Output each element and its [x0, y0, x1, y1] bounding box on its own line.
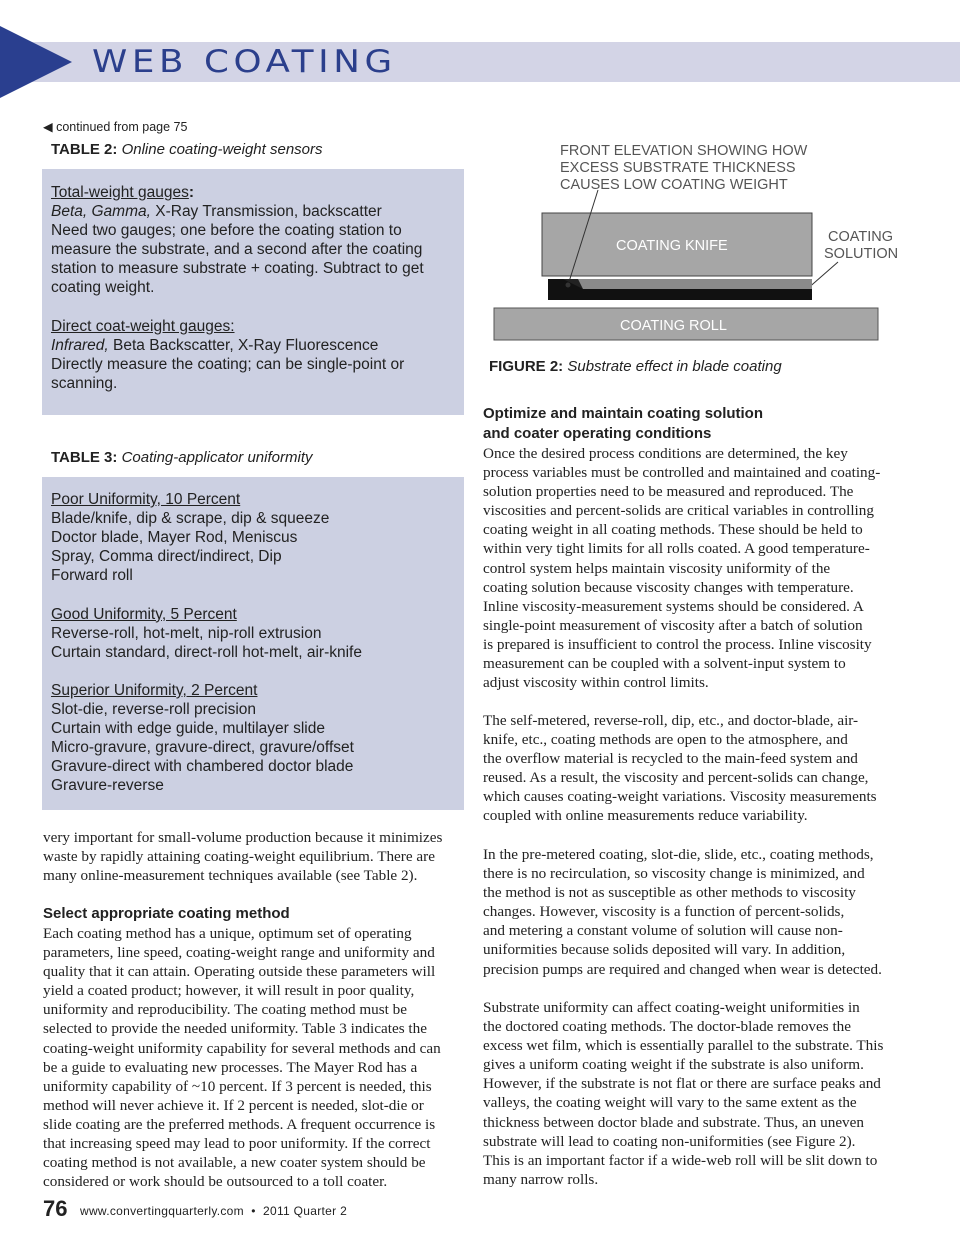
list-item: Reverse-roll, hot-melt, nip-roll extrusion — [51, 624, 322, 642]
left-intro-paragraph: very important for small-volume production because it minimizes waste by rapidly attaining coating-weight equilibrium. There are many online-measurement techniques available (see Table 2). — [43, 829, 443, 885]
table3-box — [42, 477, 464, 810]
figure-annotation-line: EXCESS SUBSTRATE THICKNESS — [560, 160, 796, 176]
select-method-heading: Select appropriate coating method — [43, 905, 290, 922]
figure-annotation-line: FRONT ELEVATION SHOWING HOW — [560, 143, 808, 159]
right-paragraph-2: The self-metered, reverse-roll, dip, etc., and doctor-blade, air- knife, etc., coating methods are open to the atmosphere, and the overflow material is recycled to the main-feed system and reused. As a result, the viscosity and percent-solids can change, which causes coating-weight variations. Viscosity measurements coupled with online measurements reduce variability. — [483, 712, 877, 825]
right-paragraph-3: In the pre-metered coating, slot-die, slide, etc., coating methods, there is no recirculation, so viscosity change is minimized, and the method is not as susceptible as other methods to viscosity changes. However, viscosity is a function of percent-solids, and metering a constant volume of solution will cause non- uniformities because solids deposited will vary. In addition, precision pumps are required and changed when wear is detected. — [483, 846, 882, 978]
continued-text: continued from page 75 — [56, 120, 188, 134]
pointer-dot — [566, 283, 571, 288]
list-item: Micro-gravure, gravure-direct, gravure/offset — [51, 739, 354, 757]
section-title: WEB COATING — [92, 44, 397, 80]
list-item: Blade/knife, dip & scrape, dip & squeeze — [51, 510, 330, 528]
direct-weight-heading: Direct coat-weight gauges: — [51, 317, 235, 335]
list-item: Forward roll — [51, 567, 133, 585]
figure2-diagram — [488, 138, 908, 348]
list-item: Curtain standard, direct-roll hot-melt, air-knife — [51, 643, 362, 661]
coating-solution-label: COATING — [828, 229, 893, 245]
header-triangle-icon — [0, 26, 72, 98]
footer-separator: • — [251, 1204, 256, 1218]
continued-note[interactable] — [43, 119, 187, 134]
list-item: Curtain with edge guide, multilayer slide — [51, 720, 325, 738]
table2-title: TABLE 2: Online coating-weight sensors — [51, 141, 323, 158]
optimize-heading: Optimize and maintain coating solution and coater operating conditions — [483, 405, 764, 442]
list-item: Slot-die, reverse-roll precision — [51, 701, 257, 719]
list-item: Doctor blade, Mayer Rod, Meniscus — [51, 529, 298, 547]
page-number: 76 — [43, 1196, 68, 1221]
coating-knife-label: COATING KNIFE — [616, 238, 728, 254]
coating-solution-label: SOLUTION — [824, 246, 899, 262]
good-uniformity-heading: Good Uniformity, 5 Percent — [51, 605, 237, 623]
footer-issue: 2011 Quarter 2 — [263, 1204, 348, 1218]
right-paragraph-4: Substrate uniformity can affect coating-weight uniformities in the doctored coating methods. The doctor-blade removes the excess wet film, which is essentially parallel to the substrate. This gives a uniform coating weight if the substrate is also uniform. However, if the substrate is not flat or there are surface peaks and valleys, the coating weight will vary to the same extent as the thickness between doctor blade and substrate. Thus, an uneven substrate will lead to coating non-uniformities (see Figure 2). This is an important factor if a wide-web roll will be slit down to many narrow rolls. — [483, 999, 884, 1188]
table3-title: TABLE 3: Coating-applicator uniformity — [51, 449, 313, 466]
list-item: Spray, Comma direct/indirect, Dip — [51, 548, 282, 566]
footer-info — [80, 1204, 347, 1218]
list-item: Gravure-reverse — [51, 777, 164, 795]
figure2-caption: FIGURE 2: Substrate effect in blade coating — [489, 358, 782, 375]
coating-roll-label: COATING ROLL — [620, 318, 727, 334]
footer-site-link[interactable]: www.convertingquarterly.com — [80, 1204, 244, 1218]
figure-annotation-line: CAUSES LOW COATING WEIGHT — [560, 177, 788, 193]
right-paragraph-1: Once the desired process conditions are determined, the key process variables must be controlled and maintained and coating- solution properties need to be measured and reproduced. The viscosities and percent-solids are critical variables in controlling coating weight in all coating methods. These should be held to within very tight limits for all rolls coated. A good temperature- control system helps maintain viscosity uniformity of the coating solution because viscosity changes with temperature. Inline viscosity-measurement systems should be considered. A single-point measurement of viscosity after a batch of solution is prepared is insufficient to control the process. Inline viscosity measurement can be coupled with a solvent-input system to adjust viscosity within control limits. — [483, 445, 881, 692]
left-arrow-icon: ◀ — [43, 120, 53, 134]
superior-uniformity-heading: Superior Uniformity, 2 Percent — [51, 681, 258, 699]
list-item: Gravure-direct with chambered doctor blade — [51, 758, 354, 776]
select-method-paragraph: Each coating method has a unique, optimum set of operating parameters, line speed, coating-weight range and uniformity and quality that it can attain. Operating outside these parameters will yield a coated product; however, it will result in poor quality, uniformity and reproducibility. The coating method must be selected to provide the needed uniformity. Table 3 indicates the coating-weight uniformity capability for several methods and can be a guide to evaluating new processes. The Mayer Rod has a uniformity capability of ~10 percent. If 3 percent is needed, this method will never achieve it. If 2 percent is needed, slot-die or slide coating are the preferred methods. A frequent occurrence is that increasing speed may lead to poor uniformity. If the correct coating method is not available, a new coater system should be considered or work should be outsourced to a toll coater. — [43, 925, 441, 1191]
total-weight-heading: Total-weight gauges — [51, 184, 189, 201]
coating-layer-shape — [578, 279, 812, 289]
table2-box: Total-weight gauges: Beta, Gamma, X-Ray Transmission, backscatter Need two gauges; one before the coating station to measure the substrate, and a second after the coating station to measure substrate + coating. Subtract to get coating weight. Direct coat-weight gauges: Infrared, Beta Backscatter, X-Ray Fluorescence Directly measure the coating; can be single-point or scanning. — [42, 169, 464, 415]
poor-uniformity-heading: Poor Uniformity, 10 Percent — [51, 491, 241, 508]
